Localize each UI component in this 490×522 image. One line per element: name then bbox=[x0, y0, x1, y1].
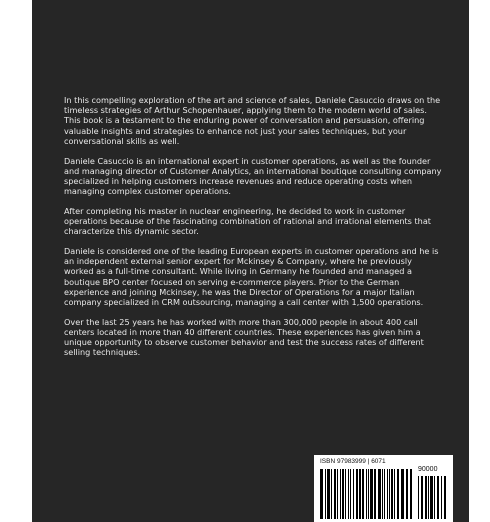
price-barcode bbox=[418, 476, 446, 519]
price-code: 90000 bbox=[418, 466, 438, 473]
isbn-label: ISBN 97983999 | 6071 bbox=[320, 458, 386, 465]
back-cover bbox=[32, 0, 469, 522]
author-bio-intro: Daniele Casuccio is an international expert in customer operations, as well as the founder and managing director of Customer Analytics, an international boutique consulting company specialized in helping customers increase revenues and reduce operating costs when managing complex customer operations. bbox=[64, 155, 442, 197]
author-bio-experience: Over the last 25 years he has worked with more than 300,000 people in about 400 call centers located in more than 40 different countries. These experiences has given him a unique opportunity to observe customer behavior and test the success rates of different selling techniques. bbox=[64, 316, 424, 358]
barcode-box bbox=[314, 455, 453, 522]
author-bio-career: Daniele is considered one of the leading European experts in customer operations and he is an independent external senior expert for Mckinsey & Company, where he previously worked as a full-time consultant. While living in Germany he founded and managed a boutique BPO center focused on serving e-commerce players. Prior to the German experience and joining Mckinsey, he was the Director of Operations for a major Italian company specialized in CRM outsourcing, managing a call center with 1,500 operations. bbox=[64, 245, 439, 307]
back-cover-text bbox=[64, 95, 442, 367]
author-bio-education: After completing his master in nuclear engineering, he decided to work in customer operations because of the fascinating combination of rational and irrational elements that characterize this dynamic sector. bbox=[64, 205, 431, 237]
book-description: In this compelling exploration of the art and science of sales, Daniele Casuccio draws on the timeless strategies of Arthur Schopenhauer, applying them to the modern world of sales. This book is a testament to the enduring power of conversation and persuasion, offering valuable insights and strategies to enhance not just your sales techniques, but your conversational skills as well. bbox=[64, 95, 441, 146]
isbn-barcode bbox=[320, 469, 414, 519]
